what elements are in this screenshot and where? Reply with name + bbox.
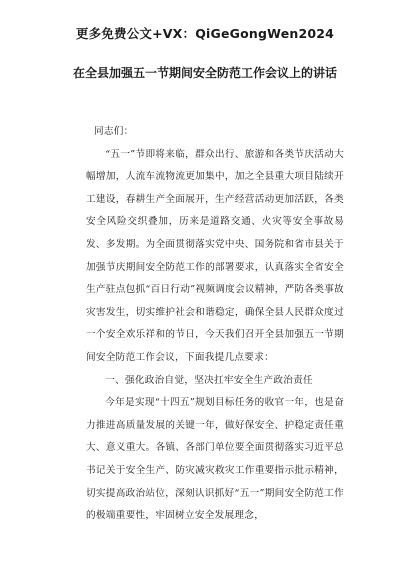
- watermark-text: 更多免费公文+VX：QiGeGongWen2024: [75, 26, 335, 41]
- section-heading-1: 一、强化政治自觉，坚决扛牢安全生产政治责任: [105, 374, 313, 386]
- paragraph-section-1: 今年是实现“十四五”规划目标任务的收官一年，也是奋力推进高质量发展的关键一年，做好保安全、护稳定责任重大、意义重大。各镇、各部门单位要全面贯彻落实习近平总书记关于安全生产、防灾减灾救灾工作重要指示批示精神，切实提高政治站位，深刻认识抓好“五一”期间安全防范工作的极端重要性，牢固树立安全发展理念，: [86, 397, 344, 522]
- paragraph-intro: “五一”节即将来临，群众出行、旅游和各类节庆活动大幅增加，人流车流物流更加集中，加之全县重大项目陆续开工建设，春耕生产全面展开，生产经营活动更加活跃，各类安全风险交织叠加，历来是道路交通、火灾等安全事故易发、多发期。为全面贯彻落实党中央、国务院和省市县关于加强节庆期间安全防范工作的部署要求，认真落实全省安全生产驻点包抓“百日行动”视频调度会议精神，严防各类事故灾害发生，切实维护社会和谐稳定，确保全县人民群众度过一个安全欢乐祥和的节日，今天我们召开全县加强五一节期间安全防范工作会议，下面我提几点要求：: [86, 148, 344, 363]
- document-title: 在全县加强五一节期间安全防范工作会议上的讲话: [72, 66, 337, 80]
- salutation: 同志们：: [94, 126, 134, 137]
- document-body: [86, 121, 344, 528]
